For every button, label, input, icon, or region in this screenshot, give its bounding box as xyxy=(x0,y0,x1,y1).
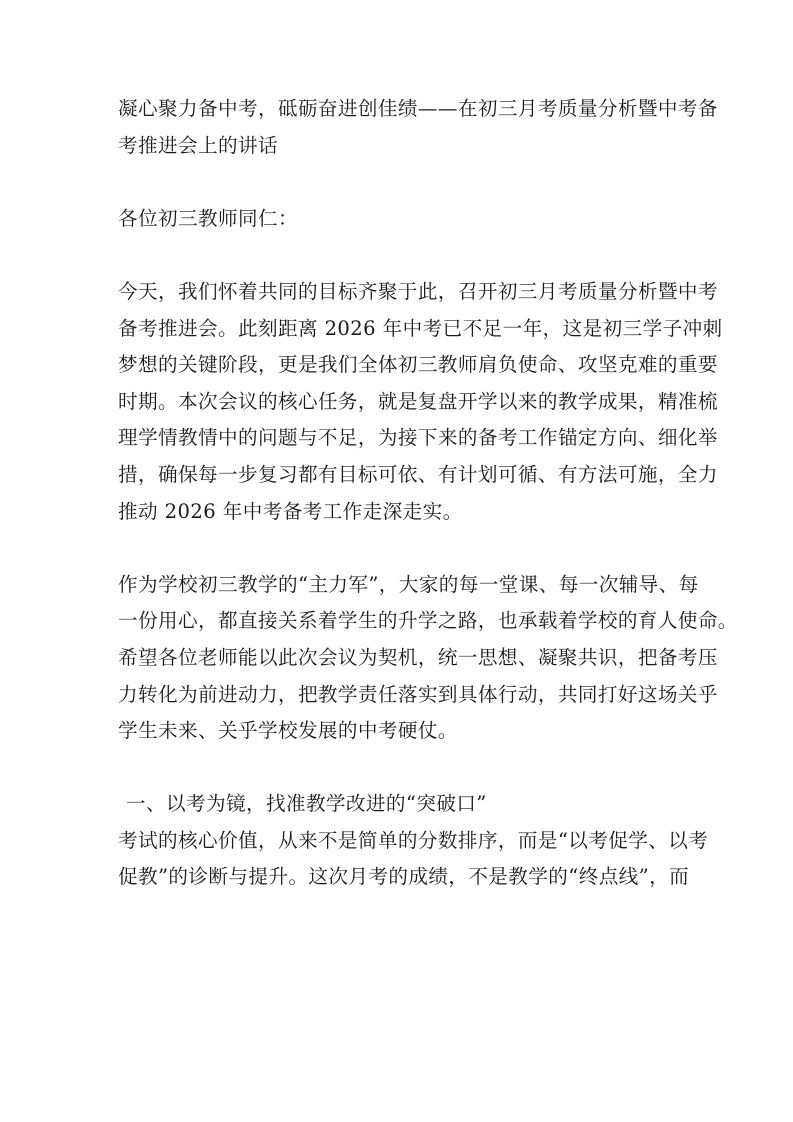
paragraph-intro xyxy=(118,274,723,530)
spacer xyxy=(118,237,690,274)
spacer xyxy=(118,164,690,201)
paragraph-line: 时期。本次会议的核心任务，就是复盘开学以来的教学成果，精准梳 xyxy=(118,389,718,413)
paragraph-line: 推动 2026 年中考备考工作走深走实。 xyxy=(118,499,463,523)
section-heading: 一、以考为镜，找准教学改进的“突破口” xyxy=(126,792,487,816)
document-title xyxy=(118,91,718,164)
paragraph-line: 备考推进会。此刻距离 2026 年中考已不足一年，这是初三学子冲刺 xyxy=(118,316,723,340)
paragraph-line: 理学情教情中的问题与不足，为接下来的备考工作锚定方向、细化举 xyxy=(118,426,718,450)
paragraph-line: 一份用心，都直接关系着学生的升学之路，也承载着学校的育人使命。 xyxy=(118,609,738,633)
paragraph-line: 今天，我们怀着共同的目标齐聚于此，召开初三月考质量分析暨中考 xyxy=(118,279,718,303)
section1-body xyxy=(118,823,709,896)
title-line: 凝心聚力备中考，砥砺奋进创佳绩——在初三月考质量分析暨中考备 xyxy=(118,97,718,120)
spacer xyxy=(118,750,690,787)
document-page xyxy=(118,91,738,896)
paragraph-line: 作为学校初三教学的“主力军”，大家的每一堂课、每一次辅导、每 xyxy=(118,572,699,596)
spacer xyxy=(118,530,690,567)
paragraph-line: 措，确保每一步复习都有目标可依、有计划可循、有方法可施，全力 xyxy=(118,462,718,486)
title-line: 考推进会上的讲话 xyxy=(118,133,278,157)
paragraph-line: 希望各位老师能以此次会议为契机，统一思想、凝聚共识，把备考压 xyxy=(118,645,718,669)
salutation: 各位初三教师同仁： xyxy=(118,206,298,230)
paragraph-line: 促教”的诊断与提升。这次月考的成绩，不是教学的“终点线”，而 xyxy=(118,865,690,889)
paragraph-line: 考试的核心价值，从来不是简单的分数排序，而是“以考促学、以考 xyxy=(118,828,709,852)
paragraph-line: 力转化为前进动力，把教学责任落实到具体行动，共同打好这场关乎 xyxy=(118,682,718,706)
paragraph-main-force xyxy=(118,567,738,750)
paragraph-line: 学生未来、关乎学校发展的中考硬仗。 xyxy=(118,719,458,743)
paragraph-line: 梦想的关键阶段，更是我们全体初三教师肩负使命、攻坚克难的重要 xyxy=(118,353,718,377)
